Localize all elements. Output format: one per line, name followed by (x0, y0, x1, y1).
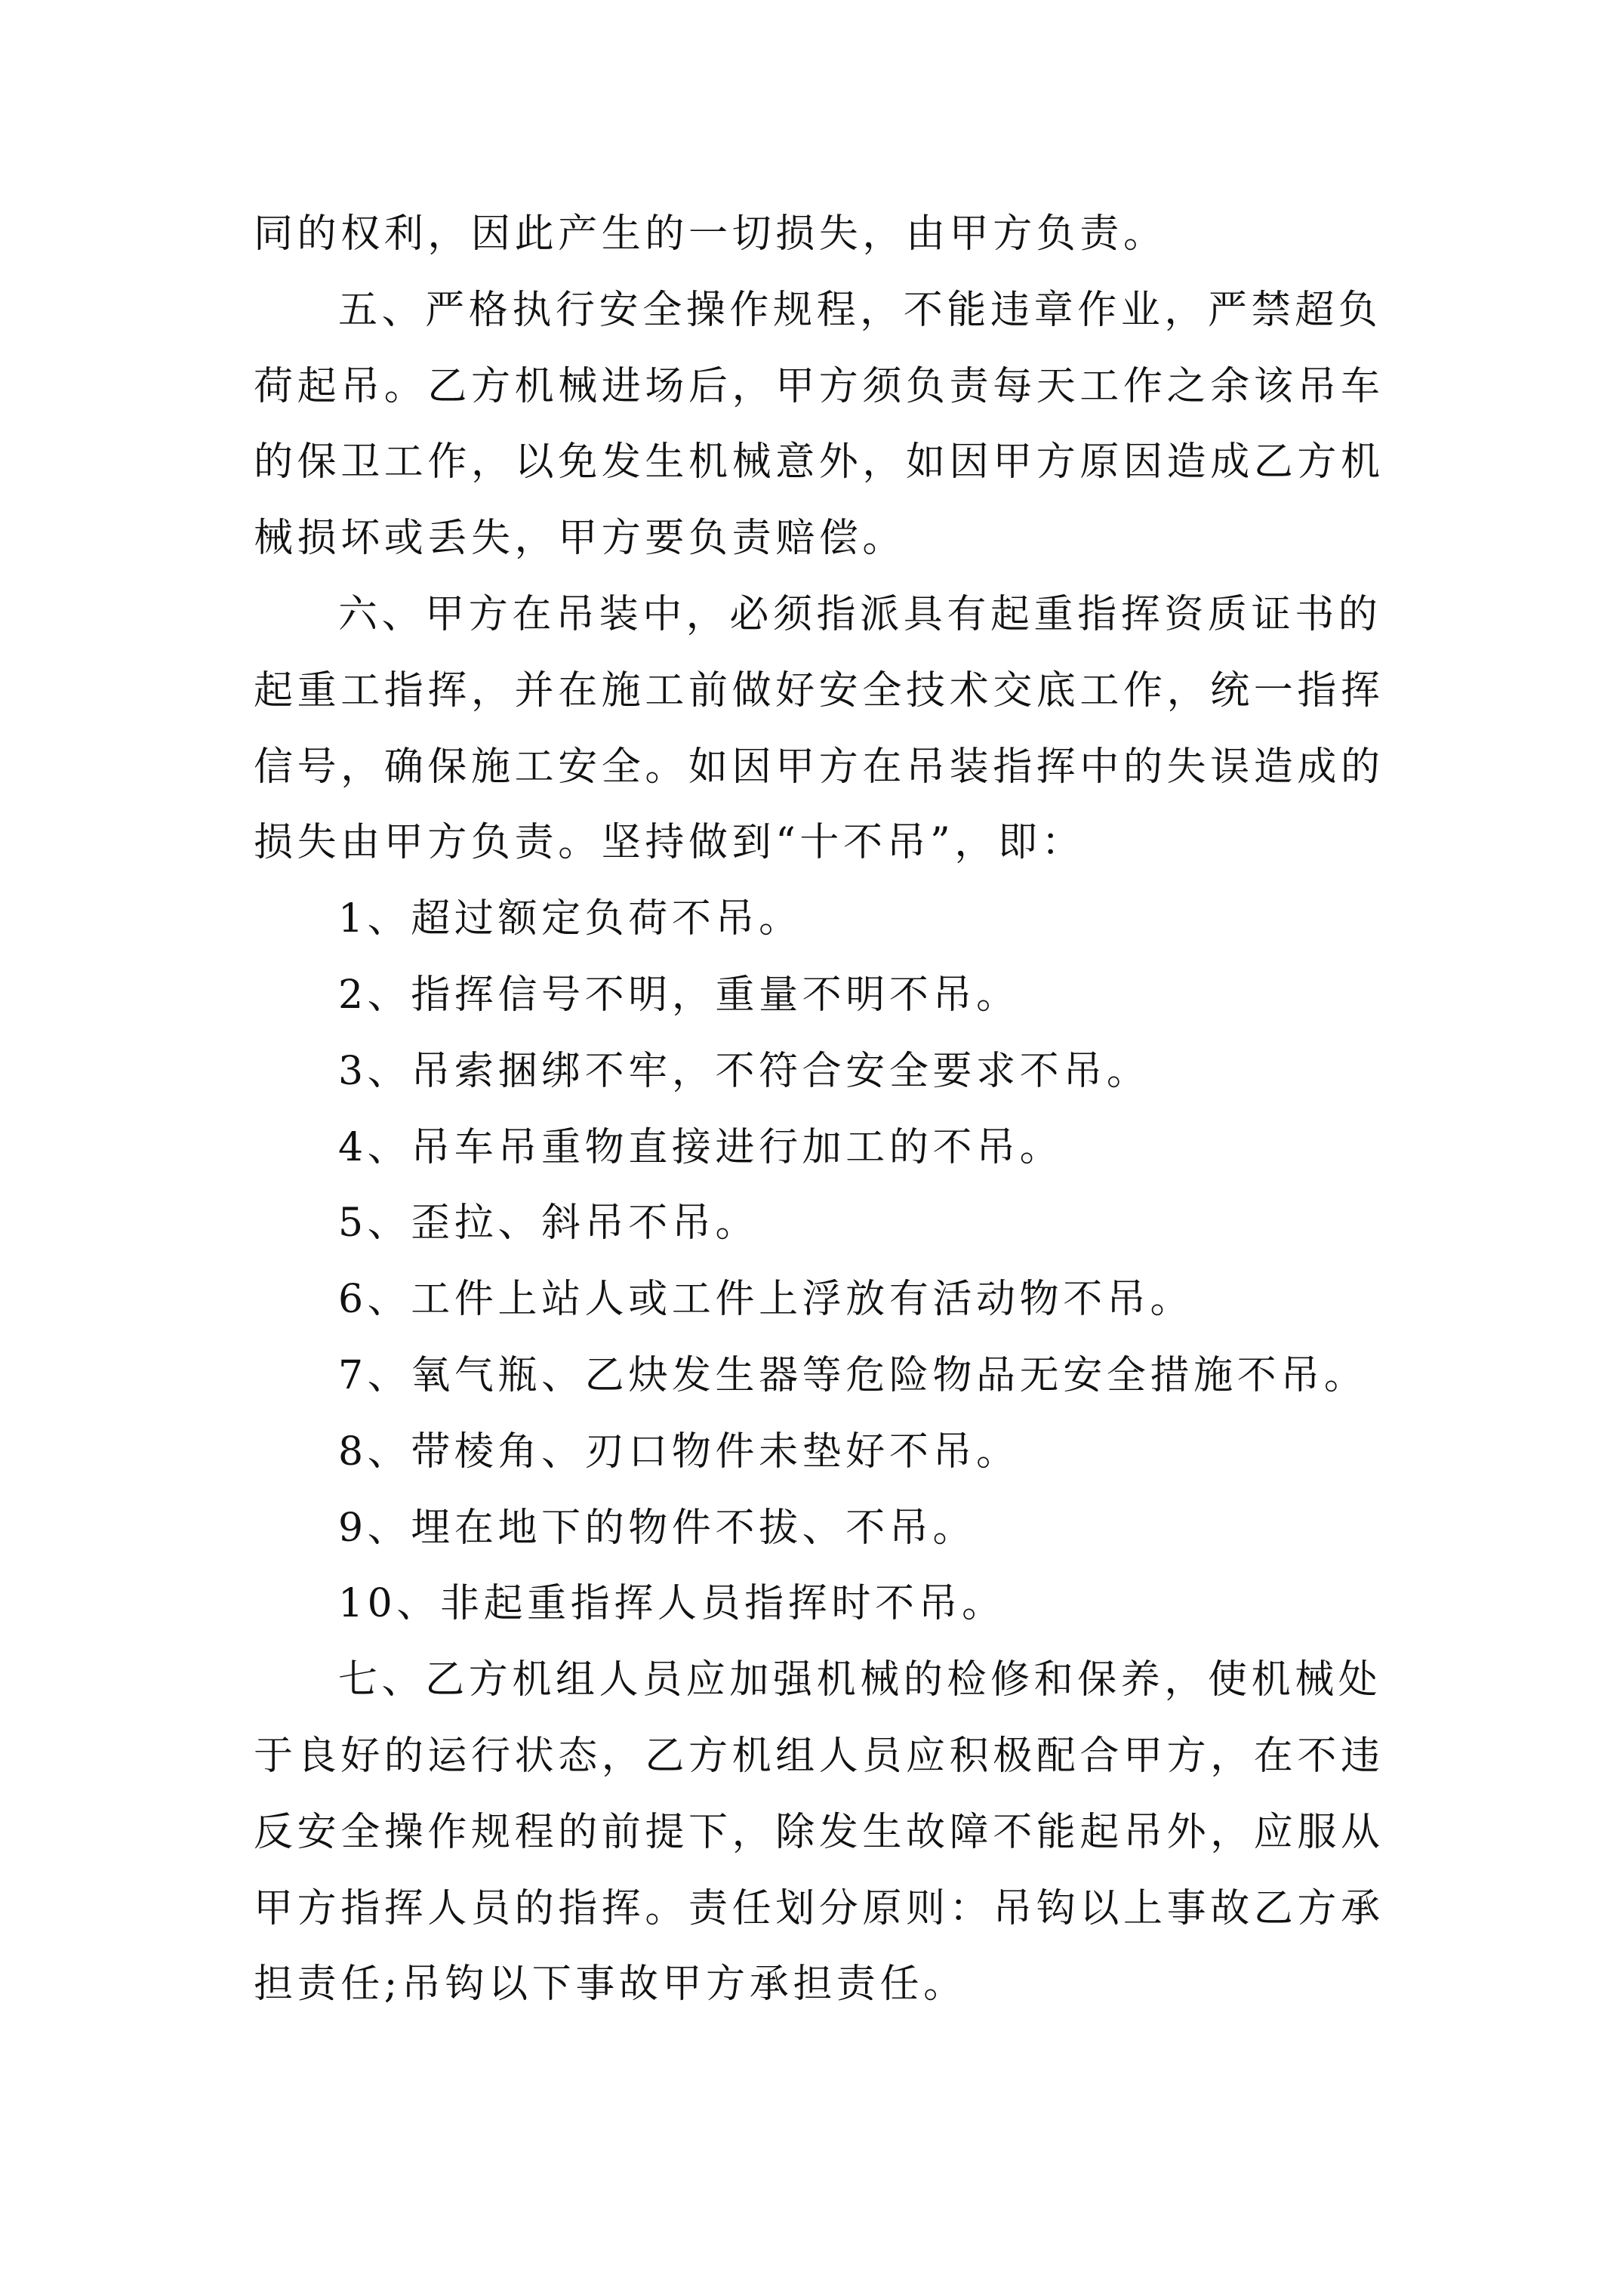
text-line: 的保卫工作，以免发生机械意外，如因甲方原因造成乙方机 (254, 439, 1384, 485)
text-line: 甲方指挥人员的指挥。责任划分原则：吊钩以上事故乙方承 (254, 1885, 1384, 1931)
text-line: 反安全操作规程的前提下，除发生故障不能起吊外，应服从 (254, 1809, 1384, 1855)
text-line: 起重工指挥，并在施工前做好安全技术交底工作，统一指挥 (254, 667, 1384, 713)
text-line: 担责任;吊钩以下事故甲方承担责任。 (254, 1962, 967, 2008)
text-line: 9、埋在地下的物件不拔、不吊。 (338, 1505, 977, 1551)
text-line: 4、吊车吊重物直接进行加工的不吊。 (338, 1124, 1064, 1170)
text-line: 2、指挥信号不明，重量不明不吊。 (338, 972, 1020, 1018)
text-line: 于良好的运行状态，乙方机组人员应积极配合甲方，在不违 (254, 1733, 1384, 1779)
text-line: 3、吊索捆绑不牢，不符合安全要求不吊。 (338, 1048, 1150, 1094)
text-line: 10、非起重指挥人员指挥时不吊。 (338, 1581, 1006, 1627)
text-line: 8、带棱角、刃口物件未垫好不吊。 (338, 1428, 1020, 1475)
text-line: 荷起吊。乙方机械进场后，甲方须负责每天工作之余该吊车 (254, 363, 1384, 409)
text-line: 1、超过额定负荷不吊。 (338, 896, 802, 942)
text-line: 械损坏或丢失，甲方要负责赔偿。 (254, 516, 907, 562)
text-line: 五、严格执行安全操作规程，不能违章作业，严禁超负 (338, 287, 1382, 333)
text-line: 六、甲方在吊装中，必须指派具有起重指挥资质证书的 (338, 591, 1382, 637)
text-line: 6、工件上站人或工件上浮放有活动物不吊。 (338, 1277, 1194, 1323)
text-line: 同的权利，因此产生的一切损失，由甲方负责。 (254, 211, 1167, 257)
text-line: 信号，确保施工安全。如因甲方在吊装指挥中的失误造成的 (254, 744, 1384, 790)
text-line: 损失由甲方负责。坚持做到“十不吊”，即： (254, 820, 1086, 866)
text-line: 5、歪拉、斜吊不吊。 (338, 1200, 759, 1247)
text-line: 7、氧气瓶、乙炔发生器等危险物品无安全措施不吊。 (338, 1352, 1368, 1398)
document-body (254, 196, 1386, 2023)
text-line: 七、乙方机组人员应加强机械的检修和保养，使机械处 (338, 1657, 1382, 1703)
